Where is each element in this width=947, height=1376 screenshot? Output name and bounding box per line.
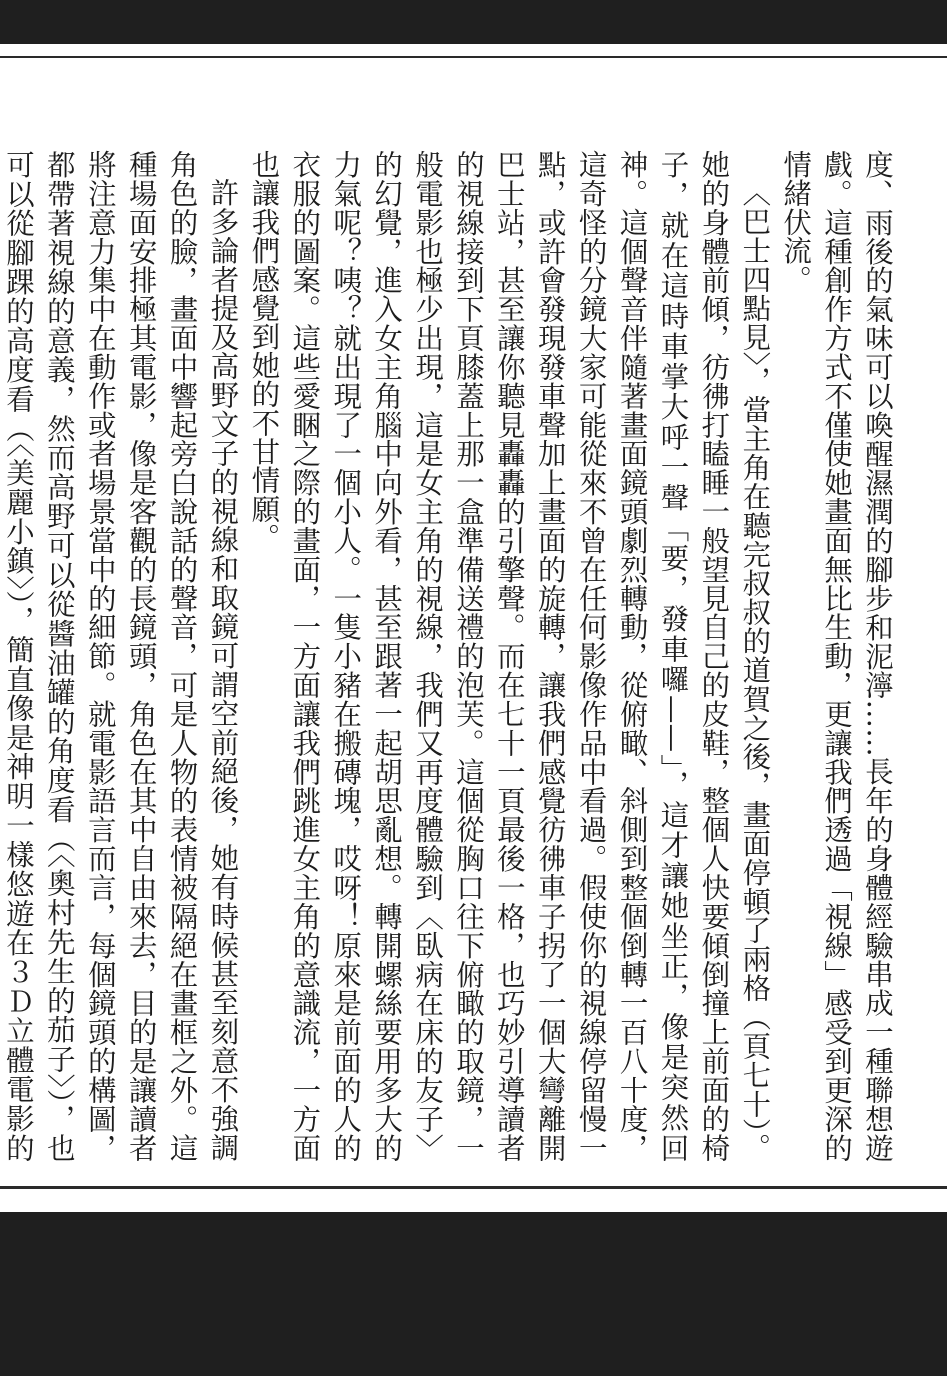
bottom-divider-line [0,1186,947,1189]
top-divider-line [0,56,947,58]
top-dark-band [0,0,947,44]
paragraph-camera-angle: 許多論者提及高野文子的視線和取鏡可謂空前絕後，她有時候甚至刻意不強調角色的臉，畫面中響起旁白說話的聲音，可是人物的表情被隔絕在畫框之外。這種場面安排極其電影，像是客觀的長鏡頭，角色在其中自由來去，目的是讓讀者將注意力集中在動作或者場景當中的細節。就電影語言而言，每個鏡頭的構圖，都帶著視線的意義，然而高野可以從醬油罐的角度看（〈奧村先生的茄子〉），也可以從腳踝的高度看（〈美麗小鎮〉），簡直像是神明一樣悠遊在３Ｄ立體電影的 [1,150,240,1162]
bottom-dark-band [0,1212,947,1376]
vertical-text-body [1,150,897,1162]
paragraph-continuation: 度、雨後的氣味可以喚醒濕潤的腳步和泥濘……長年的身體經驗串成一種聯想遊戲。這種創作方式不僅使她畫面無比生動，更讓我們透過「視線」感受到更深的情緒伏流。 [779,150,894,1162]
paragraph-bus-chapter: 〈巴士四點見〉，當主角在聽完叔叔的道賀之後，畫面停頓了兩格（頁七十）。她的身體前傾，彷彿打瞌睡一般望見自己的皮鞋，整個人快要傾倒撞上前面的椅子，就在這時車掌大呼一聲「要，發車囉——」，這才讓她坐正，像是突然回神。這個聲音伴隨著畫面鏡頭劇烈轉動，從俯瞰、斜側到整個倒轉一百八十度，這奇怪的分鏡大家可能從來不曾在任何影像作品中看過。假使你的視線停留慢一點，或許會發現發車聲加上畫面的旋轉，讓我們感覺彷彿車子拐了一個大彎離開巴士站，甚至讓你聽見轟轟的引擎聲。而在七十一頁最後一格，也巧妙引導讀者的視線接到下頁膝蓋上那一盒準備送禮的泡芙。這個從胸口往下俯瞰的取鏡，一般電影也極少出現，這是女主角的視線，我們又再度體驗到〈臥病在床的友子〉的幻覺，進入女主角腦中向外看，甚至跟著一起胡思亂想。轉開螺絲要用多大的力氣呢？咦？就出現了一個小人。一隻小豬在搬磚塊，哎呀！原來是前面的人的衣服的圖案。這些愛睏之際的畫面，一方面讓我們跳進女主角的意識流，一方面也讓我們感覺到她的不甘情願。 [247,150,772,1162]
